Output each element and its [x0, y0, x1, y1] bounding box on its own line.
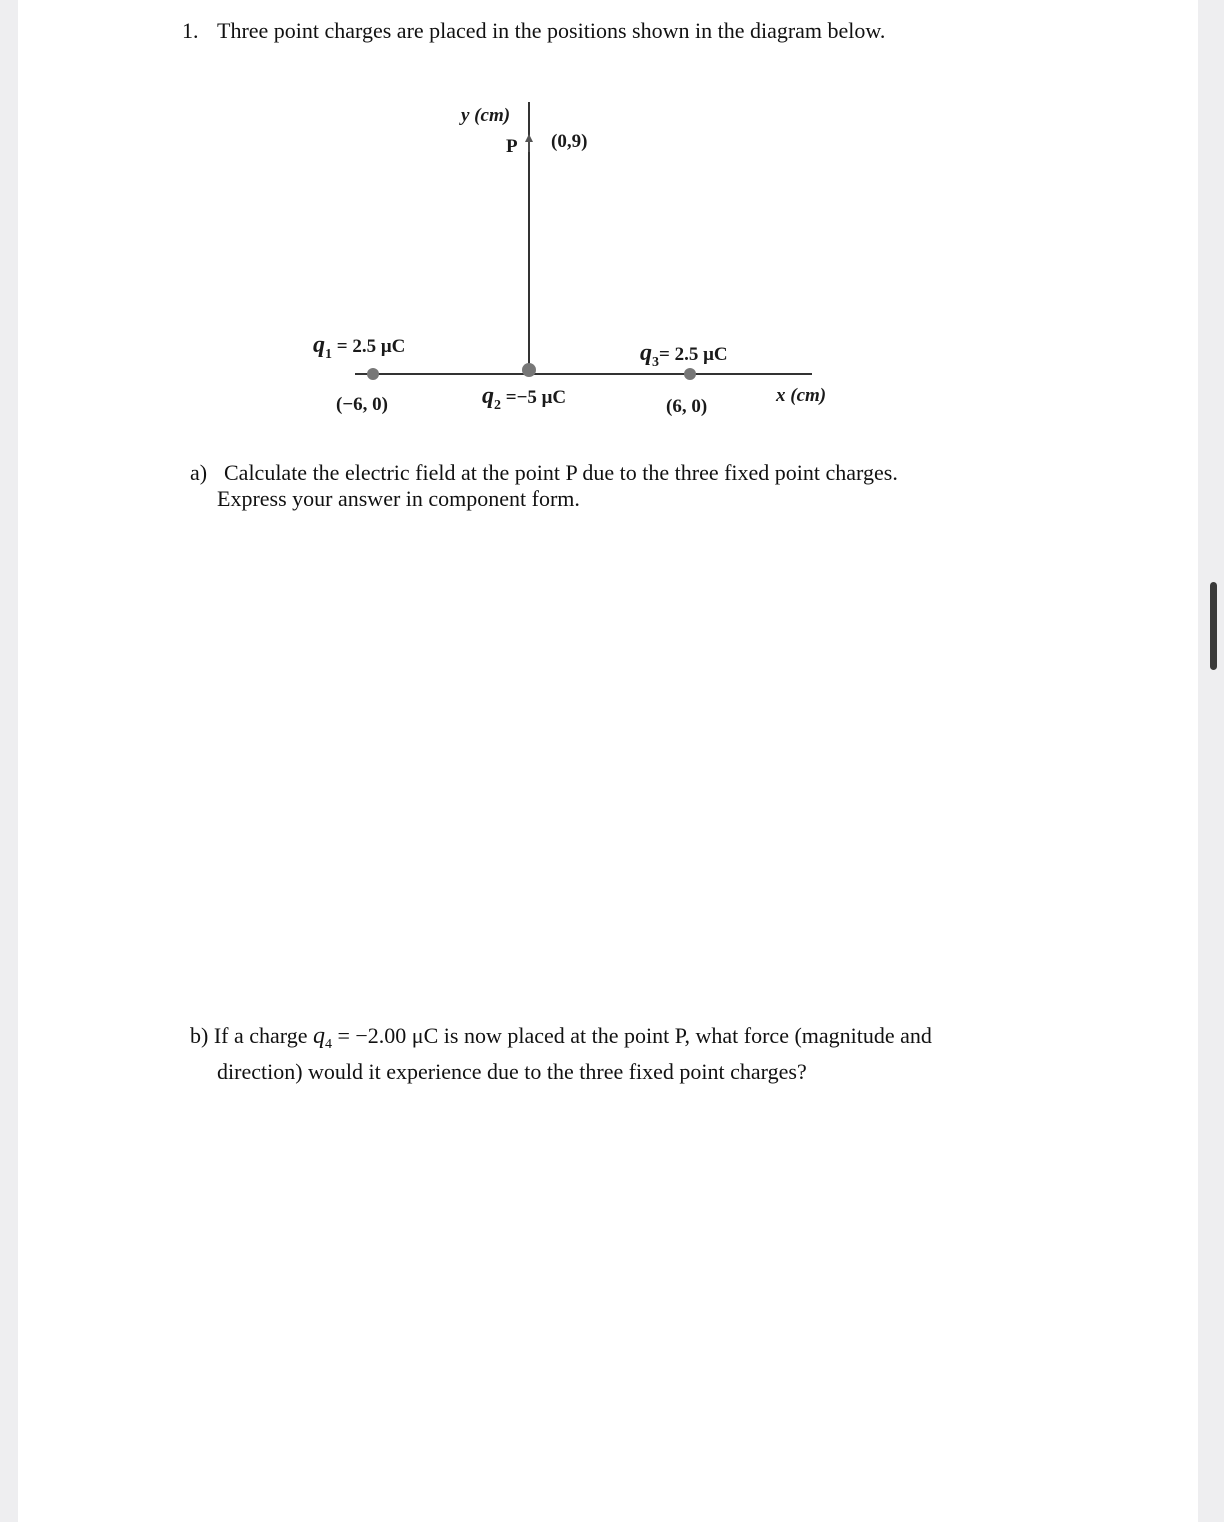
q1-subscript: 1	[325, 347, 332, 362]
y-axis-label: y (cm)	[461, 105, 511, 126]
q3-value: = 2.5 μC	[659, 344, 728, 365]
q3-subscript: 3	[652, 355, 659, 370]
q2-charge-dot	[522, 363, 536, 377]
q2-subscript: 2	[494, 398, 501, 413]
point-p-label: P	[506, 136, 518, 157]
q1-label	[313, 332, 405, 362]
part-b-question-line1	[190, 1023, 932, 1053]
q3-charge-dot	[684, 368, 696, 380]
part-b-q4-value: = −2.00 μC	[331, 1023, 439, 1048]
q2-value: =−5 μC	[501, 387, 567, 408]
part-a-question-line2: Express your answer in component form.	[217, 486, 580, 511]
part-b-rest: is now placed at the point P, what force (magnitude and	[438, 1023, 932, 1048]
point-p-coordinate: (0,9)	[551, 131, 588, 152]
q3-symbol: q	[640, 340, 652, 366]
part-b-q4-subscript: 4	[324, 1037, 332, 1052]
part-a-question-line1: Calculate the electric field at the point P due to the three fixed point charges.	[224, 460, 898, 485]
part-b-question-line2: direction) would it experience due to the three fixed point charges?	[217, 1059, 807, 1084]
q2-label	[482, 383, 566, 413]
x-axis-label: x (cm)	[776, 385, 827, 406]
q1-coordinate: (−6, 0)	[336, 394, 388, 415]
charge-diagram	[0, 0, 1224, 450]
q3-coordinate: (6, 0)	[666, 396, 708, 417]
q1-charge-dot	[367, 368, 379, 380]
question-number: 1.	[182, 18, 199, 43]
part-a-label: a)	[190, 460, 208, 485]
question-text: Three point charges are placed in the positions shown in the diagram below.	[217, 18, 886, 43]
part-b-prefix: b) If a charge	[190, 1023, 313, 1048]
q1-value: = 2.5 μC	[332, 336, 406, 357]
part-b-q4-symbol: q	[312, 1023, 325, 1049]
q1-symbol: q	[313, 332, 325, 358]
q2-symbol: q	[482, 383, 494, 409]
q3-label	[640, 340, 728, 370]
scrollbar-thumb[interactable]	[1210, 582, 1217, 670]
